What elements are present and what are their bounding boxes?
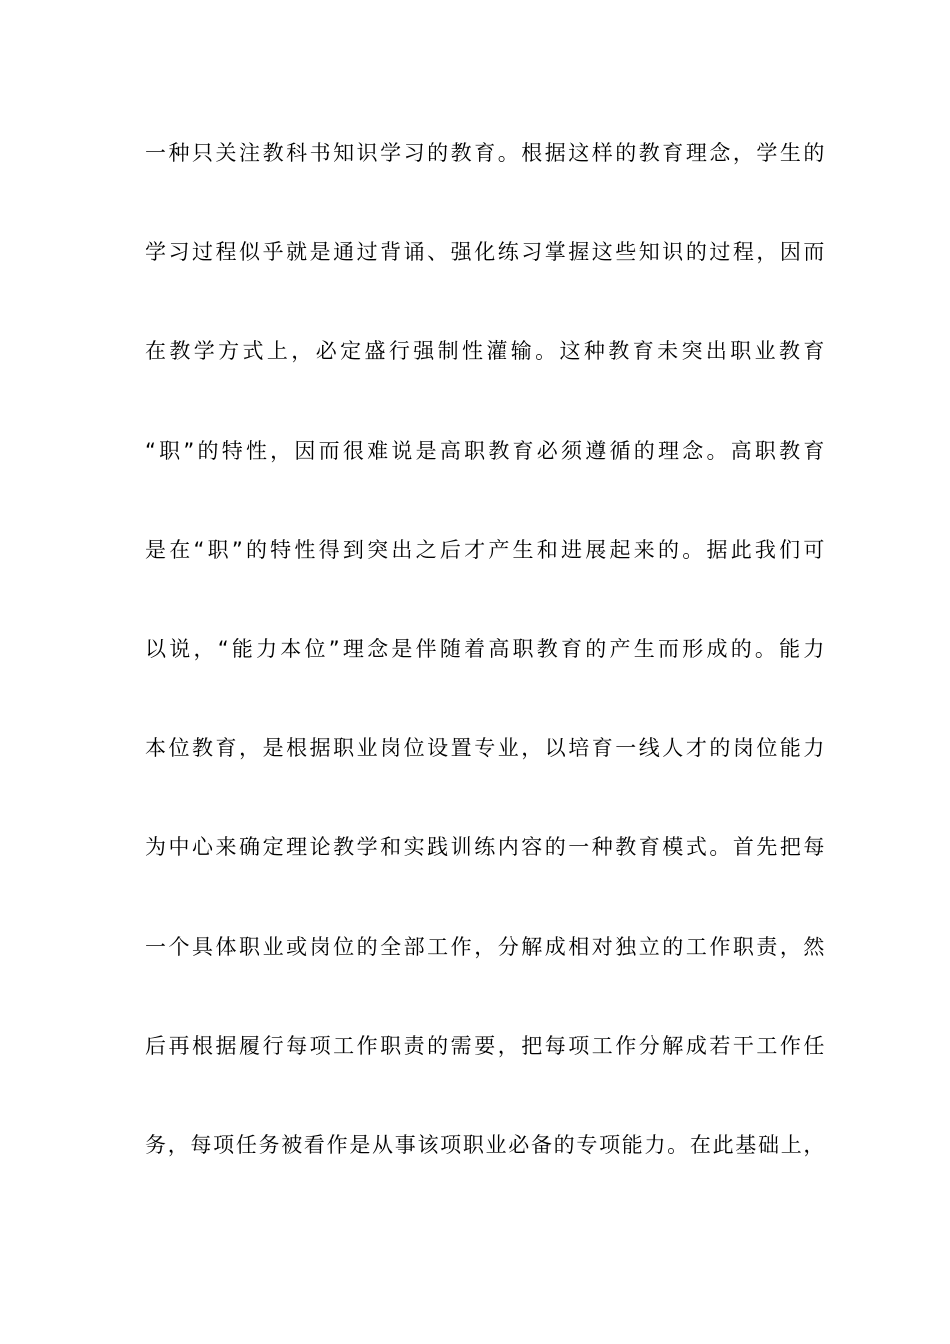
body-text bbox=[145, 133, 825, 1224]
text-line: 本位教育，是根据职业岗位设置专业，以培育一线人才的岗位能力 bbox=[145, 736, 825, 761]
text-line: 一个具体职业或岗位的全部工作，分解成相对独立的工作职责，然 bbox=[145, 934, 825, 959]
text-line: 后再根据履行每项工作职责的需要，把每项工作分解成若干工作任 bbox=[145, 1033, 825, 1058]
text-line: 学习过程似乎就是通过背诵、强化练习掌握这些知识的过程，因而 bbox=[145, 240, 825, 265]
text-line: 为中心来确定理论教学和实践训练内容的一种教育模式。首先把每 bbox=[145, 835, 825, 860]
text-line: 务，每项任务被看作是从事该项职业必备的专项能力。在此基础上， bbox=[145, 1132, 825, 1157]
text-line: 在教学方式上，必定盛行强制性灌输。这种教育未突出职业教育 bbox=[145, 339, 825, 364]
text-line: “职”的特性，因而很难说是高职教育必须遵循的理念。高职教育 bbox=[145, 438, 825, 463]
text-line: 一种只关注教科书知识学习的教育。根据这样的教育理念，学生的 bbox=[145, 141, 825, 165]
text-line: 以说，“能力本位”理念是伴随着高职教育的产生而形成的。能力 bbox=[145, 636, 825, 661]
text-line: 是在“职”的特性得到突出之后才产生和进展起来的。据此我们可 bbox=[145, 537, 825, 562]
